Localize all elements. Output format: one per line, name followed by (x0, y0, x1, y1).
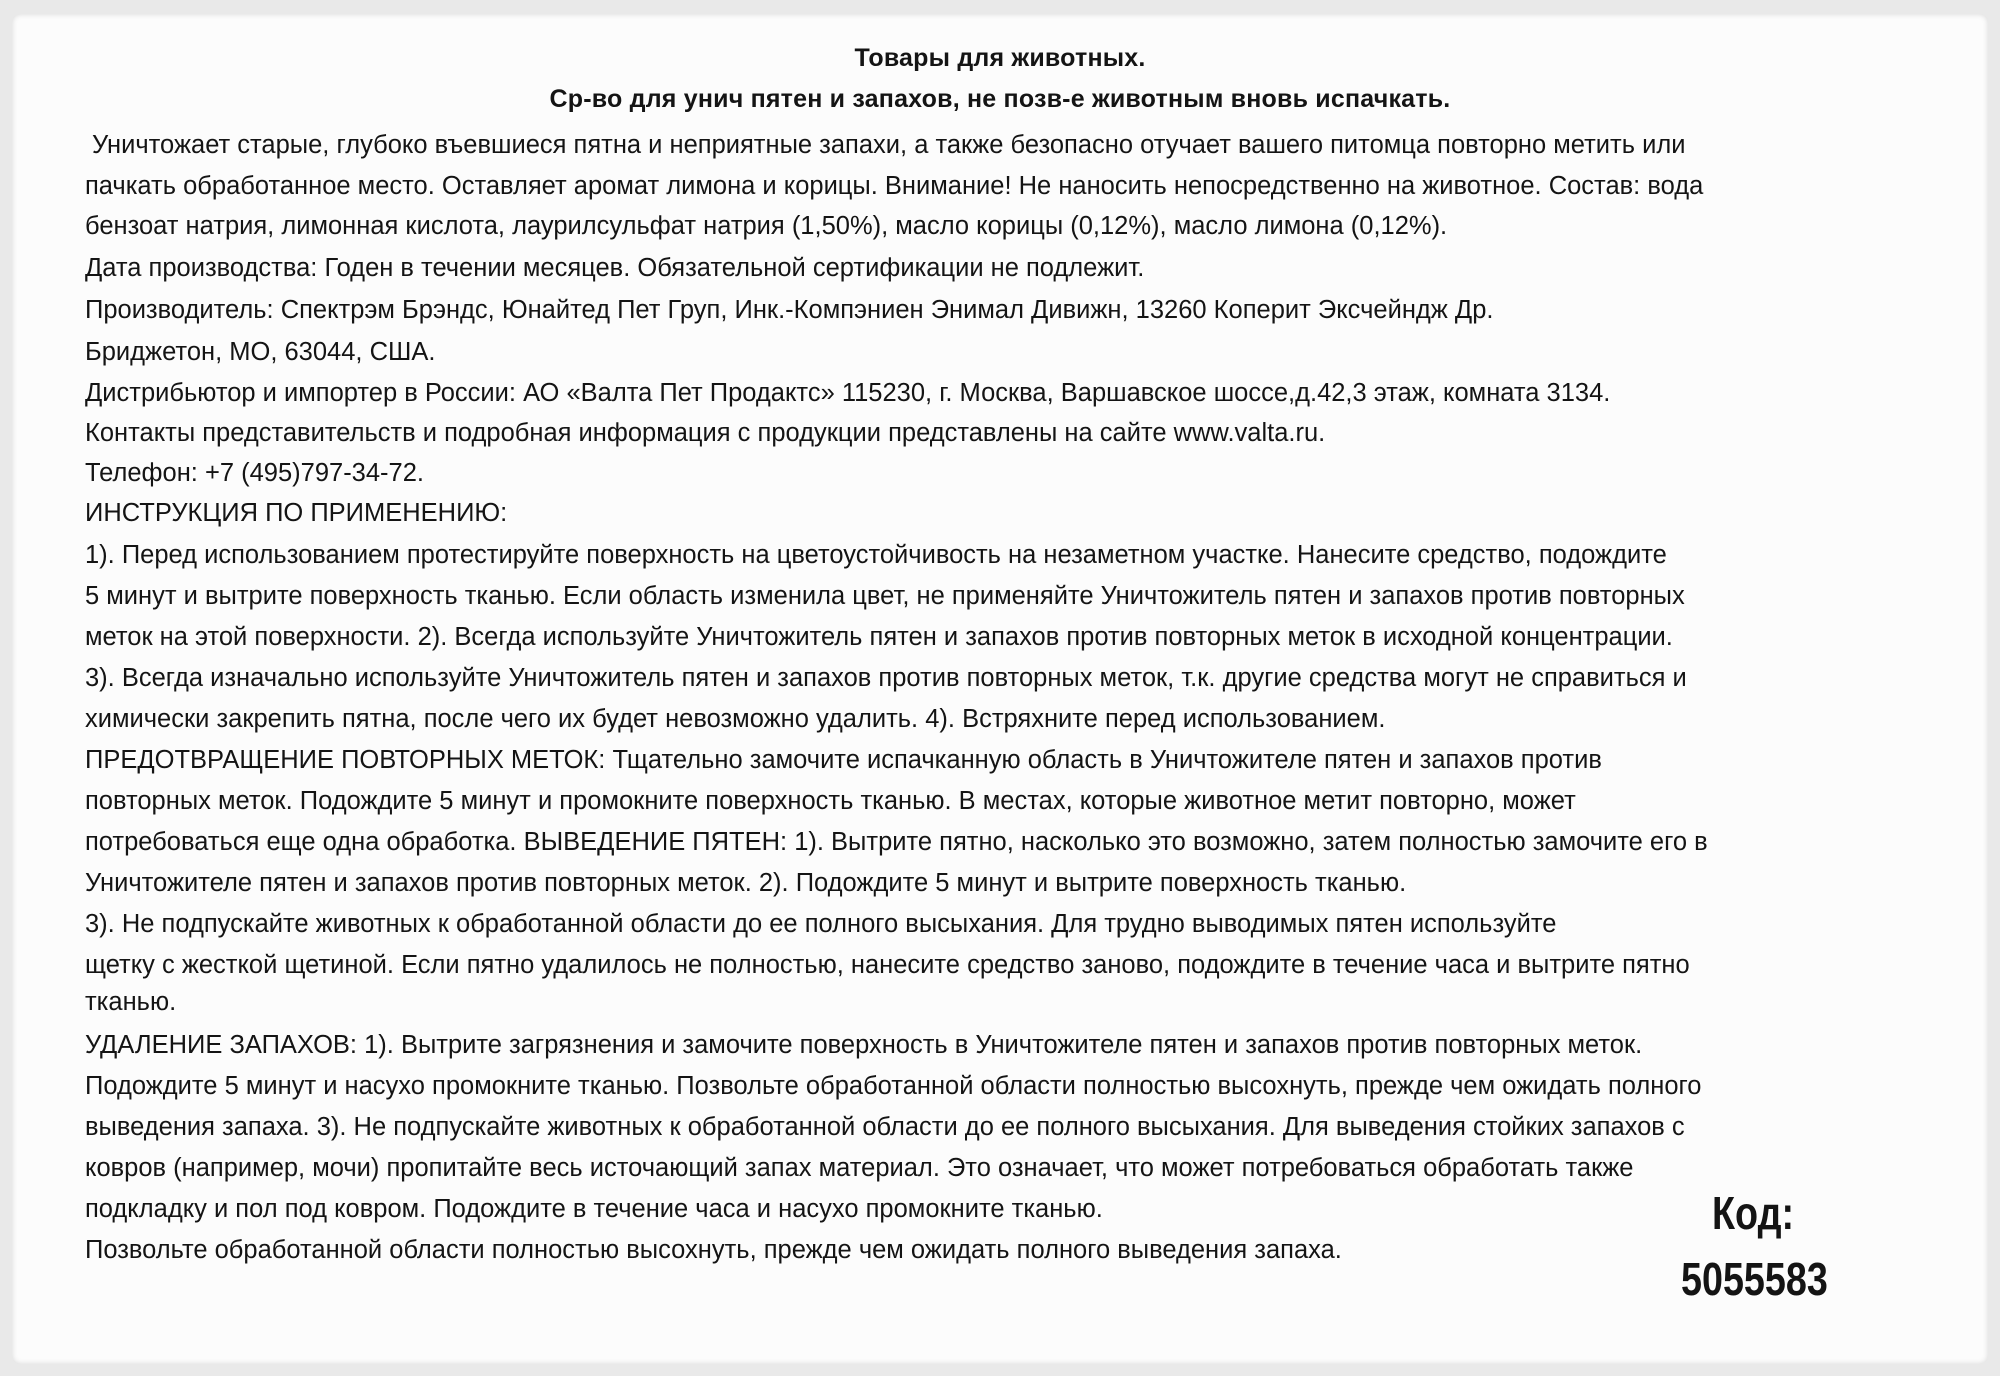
body-line: подкладку и пол под ковром. Подождите в течение часа и насухо промокните тканью. (85, 1195, 1103, 1223)
body-line: Производитель: Спектрэм Брэндс, Юнайтед Пет Груп, Инк.-Компэниен Энимал Дивижн, 13260 Коперит Эксчейндж Др. (85, 296, 1494, 324)
body-line: ковров (например, мочи) пропитайте весь источающий запах материал. Это означает, что может потребоваться обработать также (85, 1154, 1634, 1182)
body-line: меток на этой поверхности. 2). Всегда используйте Уничтожитель пятен и запахов против повторных меток в исходной концентрации. (85, 623, 1673, 651)
code-label: Код: (1712, 1187, 1795, 1239)
body-line: потребоваться еще одна обработка. ВЫВЕДЕНИЕ ПЯТЕН: 1). Вытрите пятно, насколько это возможно, затем полностью замочите его в (85, 828, 1708, 856)
body-line: ПРЕДОТВРАЩЕНИЕ ПОВТОРНЫХ МЕТОК: Тщательно замочите испачканную область в Уничтожителе пятен и запахов против (85, 746, 1602, 774)
body-line: Подождите 5 минут и насухо промокните тканью. Позвольте обработанной области полностью высохнуть, прежде чем ожидать полного (85, 1072, 1702, 1100)
code-value: 5055583 (1681, 1253, 1828, 1305)
body-line: 5 минут и вытрите поверхность тканью. Если область изменила цвет, не применяйте Уничтожитель пятен и запахов против повторных (85, 582, 1685, 610)
body-line: выведения запаха. 3). Не подпускайте животных к обработанной области до ее полного высыхания. Для выведения стойких запахов с (85, 1113, 1685, 1141)
body-line: пачкать обработанное место. Оставляет аромат лимона и корицы. Внимание! Не наносить непосредственно на животное. Состав: вода (85, 172, 1704, 200)
body-line: Уничтожает старые, глубоко въевшиеся пятна и неприятные запахи, а также безопасно отучает вашего питомца повторно метить или (92, 131, 1686, 159)
label-title: Товары для животных. (854, 44, 1146, 72)
body-line: химически закрепить пятна, после чего их будет невозможно удалить. 4). Встряхните перед использованием. (85, 705, 1386, 733)
body-line: Дистрибьютор и импортер в России: АО «Валта Пет Продактс» 115230, г. Москва, Варшавское шоссе,д.42,3 этаж, комната 3134. (85, 379, 1611, 407)
body-line: Уничтожителе пятен и запахов против повторных меток. 2). Подождите 5 минут и вытрите поверхность тканью. (85, 869, 1407, 897)
section-heading: ИНСТРУКЦИЯ ПО ПРИМЕНЕНИЮ: (85, 499, 508, 527)
body-line: Бриджетон, МО, 63044, США. (85, 338, 436, 366)
body-line: тканью. (85, 988, 177, 1016)
body-line: Дата производства: Годен в течении месяцев. Обязательной сертификации не подлежит. (85, 254, 1145, 282)
label-subtitle: Ср-во для унич пятен и запахов, не позв-е животным вновь испачкать. (549, 85, 1451, 113)
body-line: УДАЛЕНИЕ ЗАПАХОВ: 1). Вытрите загрязнения и замочите поверхность в Уничтожителе пятен и запахов против повторных меток. (85, 1031, 1643, 1059)
body-line: Контакты представительств и подробная информация с продукции представлены на сайте www.valta.ru. (85, 419, 1326, 447)
body-line: Позвольте обработанной области полностью высохнуть, прежде чем ожидать полного выведения запаха. (85, 1236, 1342, 1264)
body-line: 3). Всегда изначально используйте Уничтожитель пятен и запахов против повторных меток, т.к. другие средства могут не справиться и (85, 664, 1687, 692)
body-line: повторных меток. Подождите 5 минут и промокните поверхность тканью. В местах, которые животное метит повторно, может (85, 787, 1576, 815)
body-line: бензоат натрия, лимонная кислота, лаурилсульфат натрия (1,50%), масло корицы (0,12%), масло лимона (0,12%). (85, 212, 1448, 240)
body-line: Телефон: +7 (495)797-34-72. (85, 459, 424, 487)
body-line: 1). Перед использованием протестируйте поверхность на цветоустойчивость на незаметном участке. Нанесите средство, подождите (85, 541, 1667, 569)
body-line: щетку с жесткой щетиной. Если пятно удалилось не полностью, нанесите средство заново, подождите в течение часа и вытрите пятно (85, 951, 1690, 979)
body-line: 3). Не подпускайте животных к обработанной области до ее полного высыхания. Для трудно выводимых пятен используйте (85, 910, 1557, 938)
